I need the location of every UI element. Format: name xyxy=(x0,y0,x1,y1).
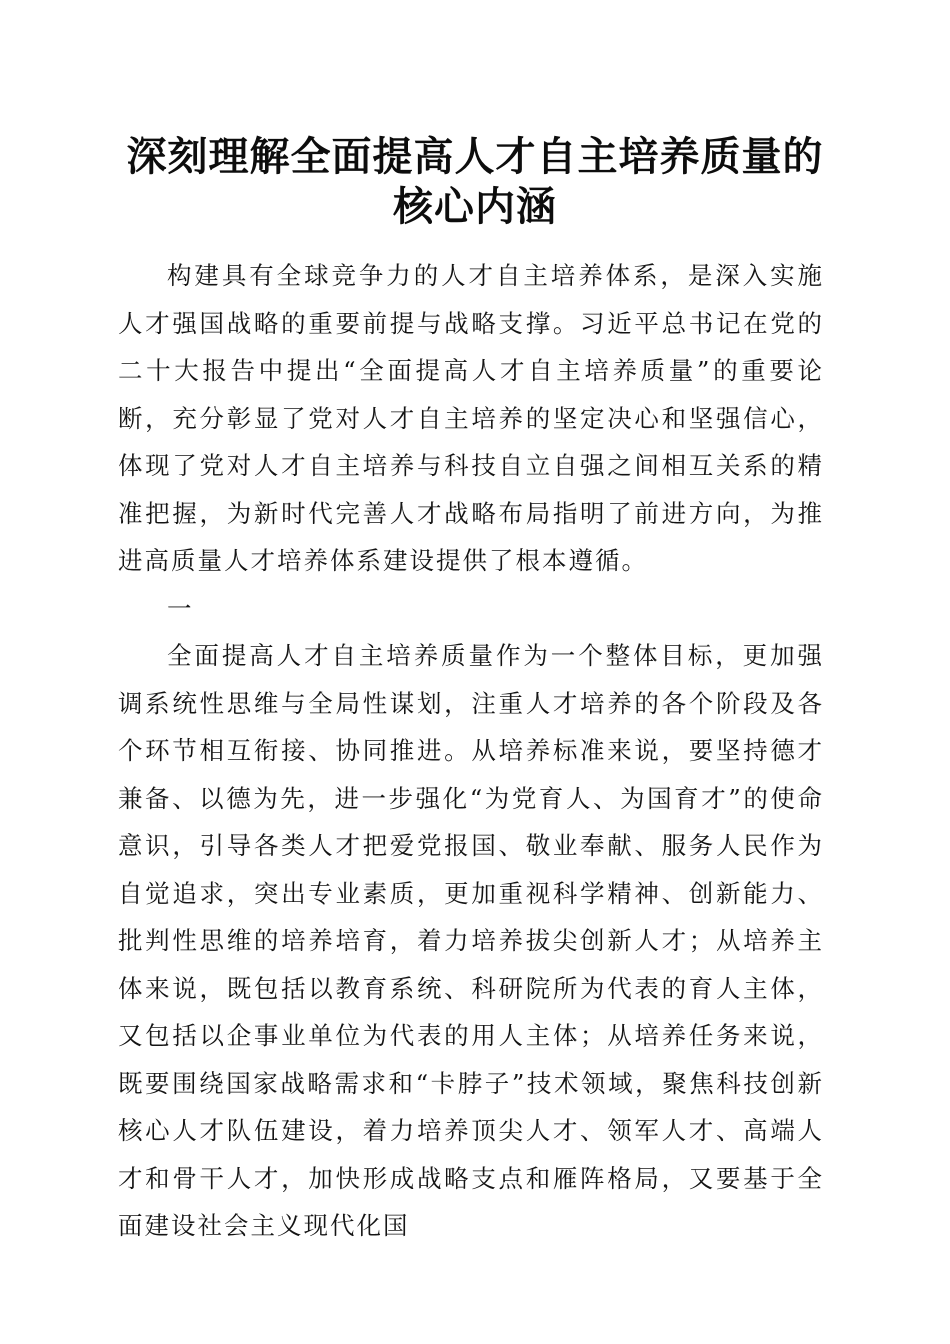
document-body xyxy=(118,252,824,1250)
section-one-paragraph: 全面提高人才自主培养质量作为一个整体目标，更加强调系统性思维与全局性谋划，注重人才培养的各个阶段及各个环节相互衔接、协同推进。从培养标准来说，要坚持德才兼备、以德为先，进一步强化“为党育人、为国育才”的使命意识，引导各类人才把爱党报国、敬业奉献、服务人民作为自觉追求，突出专业素质，更加重视科学精神、创新能力、批判性思维的培养培育，着力培养拔尖创新人才；从培养主体来说，既包括以教育系统、科研院所为代表的育人主体，又包括以企事业单位为代表的用人主体；从培养任务来说，既要围绕国家战略需求和“卡脖子”技术领域，聚焦科技创新核心人才队伍建设，着力培养顶尖人才、领军人才、高端人才和骨干人才，加快形成战略支点和雁阵格局，又要基于全面建设社会主义现代化国 xyxy=(118,641,824,1240)
intro-paragraph: 构建具有全球竞争力的人才自主培养体系，是深入实施人才强国战略的重要前提与战略支撑。习近平总书记在党的二十大报告中提出“全面提高人才自主培养质量”的重要论断，充分彰显了党对人才自主培养的坚定决心和坚强信心，体现了党对人才自主培养与科技自立自强之间相互关系的精准把握，为新时代完善人才战略布局指明了前进方向，为推进高质量人才培养体系建设提供了根本遵循。 xyxy=(118,261,824,575)
page-title: 深刻理解全面提高人才自主培养质量的核心内涵 xyxy=(126,133,824,230)
section-number: 一 xyxy=(167,593,192,623)
